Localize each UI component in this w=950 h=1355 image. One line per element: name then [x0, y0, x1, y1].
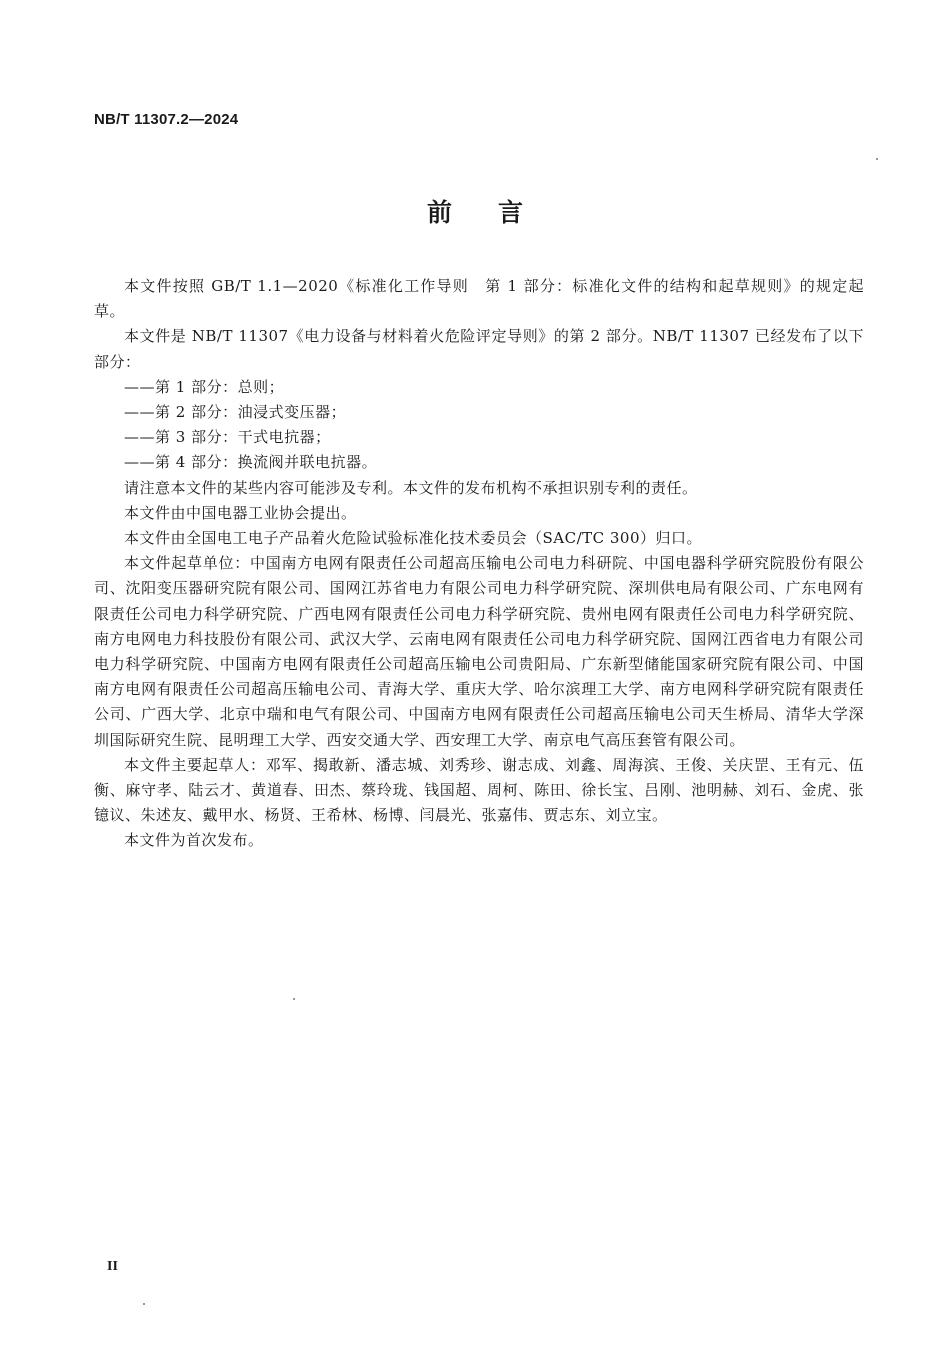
paragraph-committee: 本文件由全国电工电子产品着火危险试验标准化技术委员会（SAC/TC 300）归口。 — [124, 529, 703, 548]
list-item-part-1: ——第 1 部分：总则； — [124, 377, 285, 396]
paragraph-patent-notice: 请注意本文件的某些内容可能涉及专利。本文件的发布机构不承担识别专利的责任。 — [124, 478, 698, 497]
paragraph-drafting-rules: 本文件按照 GB/T 1.1—2020《标准化工作导则 第 1 部分：标准化文件的结构和起草规则》的规定起草。 — [94, 277, 864, 321]
list-item-part-3: ——第 3 部分：干式电抗器； — [124, 428, 331, 447]
paragraph-first-release: 本文件为首次发布。 — [124, 831, 264, 850]
paragraph-drafting-units: 本文件起草单位：中国南方电网有限责任公司超高压输电公司电力科研院、中国电器科学研究院股份有限公司、沈阳变压器研究院有限公司、国网江苏省电力有限公司电力科学研究院、深圳供电局有限公司、广东电网有限责任公司电力科学研究院、广西电网有限责任公司电力科学研究院、贵州电网有限责任公司电力科学研究院、南方电网电力科技股份有限公司、武汉大学、云南电网有限责任公司电力科学研究院、国网江西省电力有限公司电力科学研究院、中国南方电网有限责任公司超高压输电公司贵阳局、广东新型储能国家研究院有限公司、中国南方电网有限责任公司超高压输电公司、青海大学、重庆大学、哈尔滨理工大学、南方电网科学研究院有限责任公司、广西大学、北京中瑞和电气有限公司、中国南方电网有限责任公司超高压输电公司天生桥局、清华大学深圳国际研究生院、昆明理工大学、西安交通大学、西安理工大学、南京电气高压套管有限公司。 — [94, 554, 864, 749]
scan-speck — [876, 158, 878, 160]
list-item-part-2: ——第 2 部分：油浸式变压器； — [124, 403, 347, 422]
list-item-part-4: ——第 4 部分：换流阀并联电抗器。 — [124, 453, 378, 472]
scan-speck — [293, 998, 295, 1000]
page-number: II — [107, 1259, 118, 1274]
paragraph-proposer: 本文件由中国电器工业协会提出。 — [124, 503, 357, 522]
scan-speck — [143, 1303, 145, 1305]
paragraph-drafters: 本文件主要起草人：邓军、揭敢新、潘志城、刘秀珍、谢志成、刘鑫、周海滨、王俊、关庆罡、王有元、伍衡、麻守孝、陆云才、黄道春、田杰、蔡玲珑、钱国超、周柯、陈田、徐长宝、吕刚、池明赫、刘石、金虎、张镱议、朱述友、戴甲水、杨贤、王希林、杨博、闫晨光、张嘉伟、贾志东、刘立宝。 — [94, 755, 864, 825]
page-title: 前言 — [426, 198, 569, 227]
foreword-body — [94, 274, 864, 854]
document-code: NB/T 11307.2—2024 — [94, 111, 239, 128]
paragraph-series-parts: 本文件是 NB/T 11307《电力设备与材料着火危险评定导则》的第 2 部分。NB/T 11307 已经发布了以下部分： — [94, 327, 864, 371]
